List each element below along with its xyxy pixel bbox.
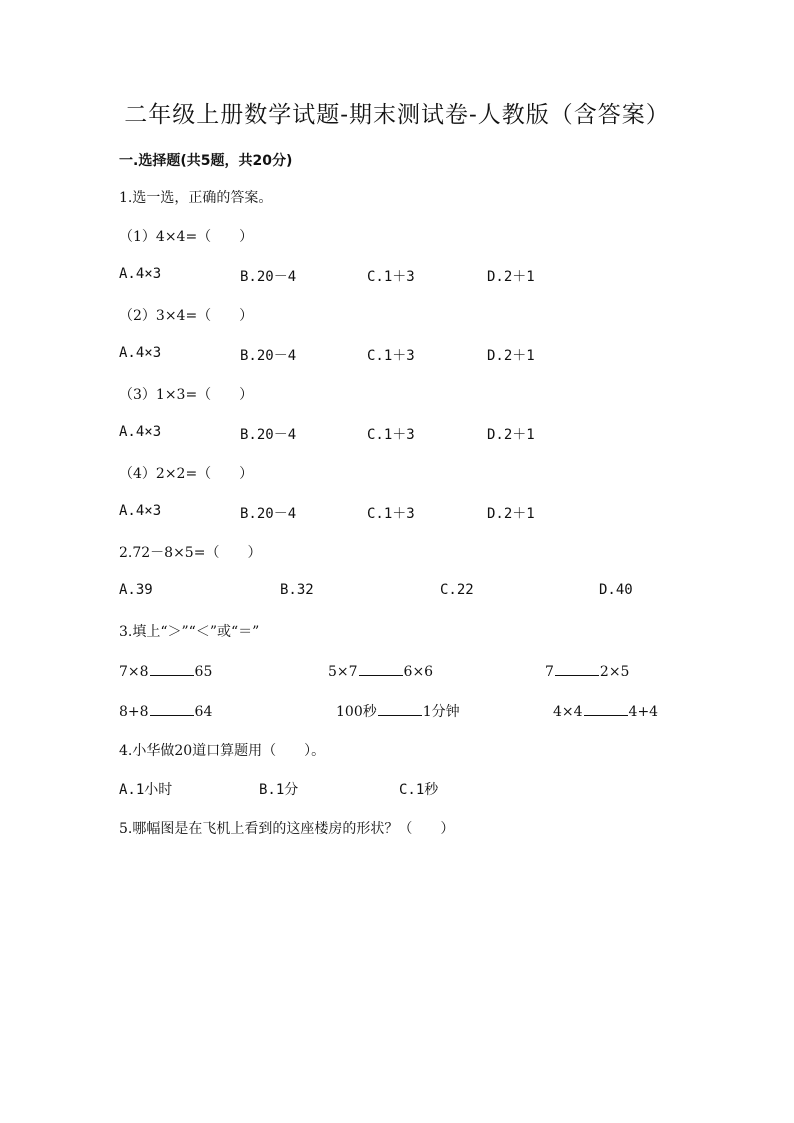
- q1-sub1-option-d: D.2＋1: [487, 269, 535, 285]
- question-5-stem: 5.哪幅图是在飞机上看到的这座楼房的形状？（ ）: [119, 821, 455, 837]
- q1-sub2-option-a: A.4×3: [119, 345, 162, 361]
- q1-sub3-option-c: C.1＋3: [367, 427, 415, 443]
- q1-sub3-option-b: B.20－4: [240, 427, 297, 443]
- q1-sub1-option-a: A.4×3: [119, 266, 162, 282]
- compare-right: 64: [194, 704, 213, 720]
- answer-blank[interactable]: [555, 661, 599, 676]
- compare-right: 65: [194, 664, 213, 680]
- q1-sub2-option-d: D.2＋1: [487, 348, 535, 364]
- compare-left: 5×7: [328, 664, 358, 680]
- compare-item: [119, 661, 212, 680]
- compare-item: [119, 701, 212, 720]
- compare-item: [545, 661, 629, 680]
- question-1-sub-4: （4）2×2=（ ）: [119, 466, 254, 482]
- compare-right: 4+4: [628, 704, 659, 720]
- q1-sub4-option-a: A.4×3: [119, 503, 162, 519]
- q1-sub1-option-c: C.1＋3: [367, 269, 415, 285]
- section-heading: 一.选择题(共5题，共20分): [119, 153, 293, 169]
- q4-option-a: A.1小时: [119, 782, 173, 798]
- question-2-stem: 2.72－8×5=（ ）: [119, 545, 262, 561]
- q1-sub4-option-c: C.1＋3: [367, 506, 415, 522]
- compare-right: 6×6: [403, 664, 434, 680]
- q4-option-c: C.1秒: [399, 782, 439, 798]
- answer-blank[interactable]: [150, 701, 194, 716]
- question-1-sub-3: （3）1×3=（ ）: [119, 387, 254, 403]
- q2-option-b: B.32: [280, 582, 314, 598]
- question-3-stem: 3.填上“＞”“＜”或“＝”: [119, 624, 260, 640]
- compare-item: [336, 701, 460, 721]
- q1-sub4-option-b: B.20－4: [240, 506, 297, 522]
- q1-sub3-option-d: D.2＋1: [487, 427, 535, 443]
- q2-option-d: D.40: [599, 582, 633, 598]
- compare-left: 8+8: [119, 704, 149, 720]
- compare-left: 100秒: [336, 704, 377, 720]
- q4-option-b: B.1分: [259, 782, 299, 798]
- question-4-stem: 4.小华做20道口算题用（ ）。: [119, 743, 326, 759]
- question-1-sub-1: （1）4×4=（ ）: [119, 229, 254, 245]
- compare-left: 7: [545, 664, 554, 680]
- answer-blank[interactable]: [150, 661, 194, 676]
- compare-right: 2×5: [599, 664, 630, 680]
- question-1-stem: 1.选一选，正确的答案。: [119, 190, 273, 206]
- q2-option-c: C.22: [440, 582, 474, 598]
- q1-sub3-option-a: A.4×3: [119, 424, 162, 440]
- exam-title: 二年级上册数学试题-期末测试卷-人教版（含答案）: [124, 102, 670, 128]
- compare-left: 7×8: [119, 664, 149, 680]
- compare-item: [328, 661, 433, 680]
- question-1-sub-2: （2）3×4=（ ）: [119, 308, 254, 324]
- q1-sub2-option-c: C.1＋3: [367, 348, 415, 364]
- compare-left: 4×4: [553, 704, 583, 720]
- q2-option-a: A.39: [119, 582, 153, 598]
- answer-blank[interactable]: [378, 701, 422, 716]
- q1-sub4-option-d: D.2＋1: [487, 506, 535, 522]
- compare-item: [553, 701, 658, 720]
- answer-blank[interactable]: [584, 701, 628, 716]
- answer-blank[interactable]: [359, 661, 403, 676]
- compare-right: 1分钟: [422, 704, 460, 720]
- q1-sub2-option-b: B.20－4: [240, 348, 297, 364]
- q1-sub1-option-b: B.20－4: [240, 269, 297, 285]
